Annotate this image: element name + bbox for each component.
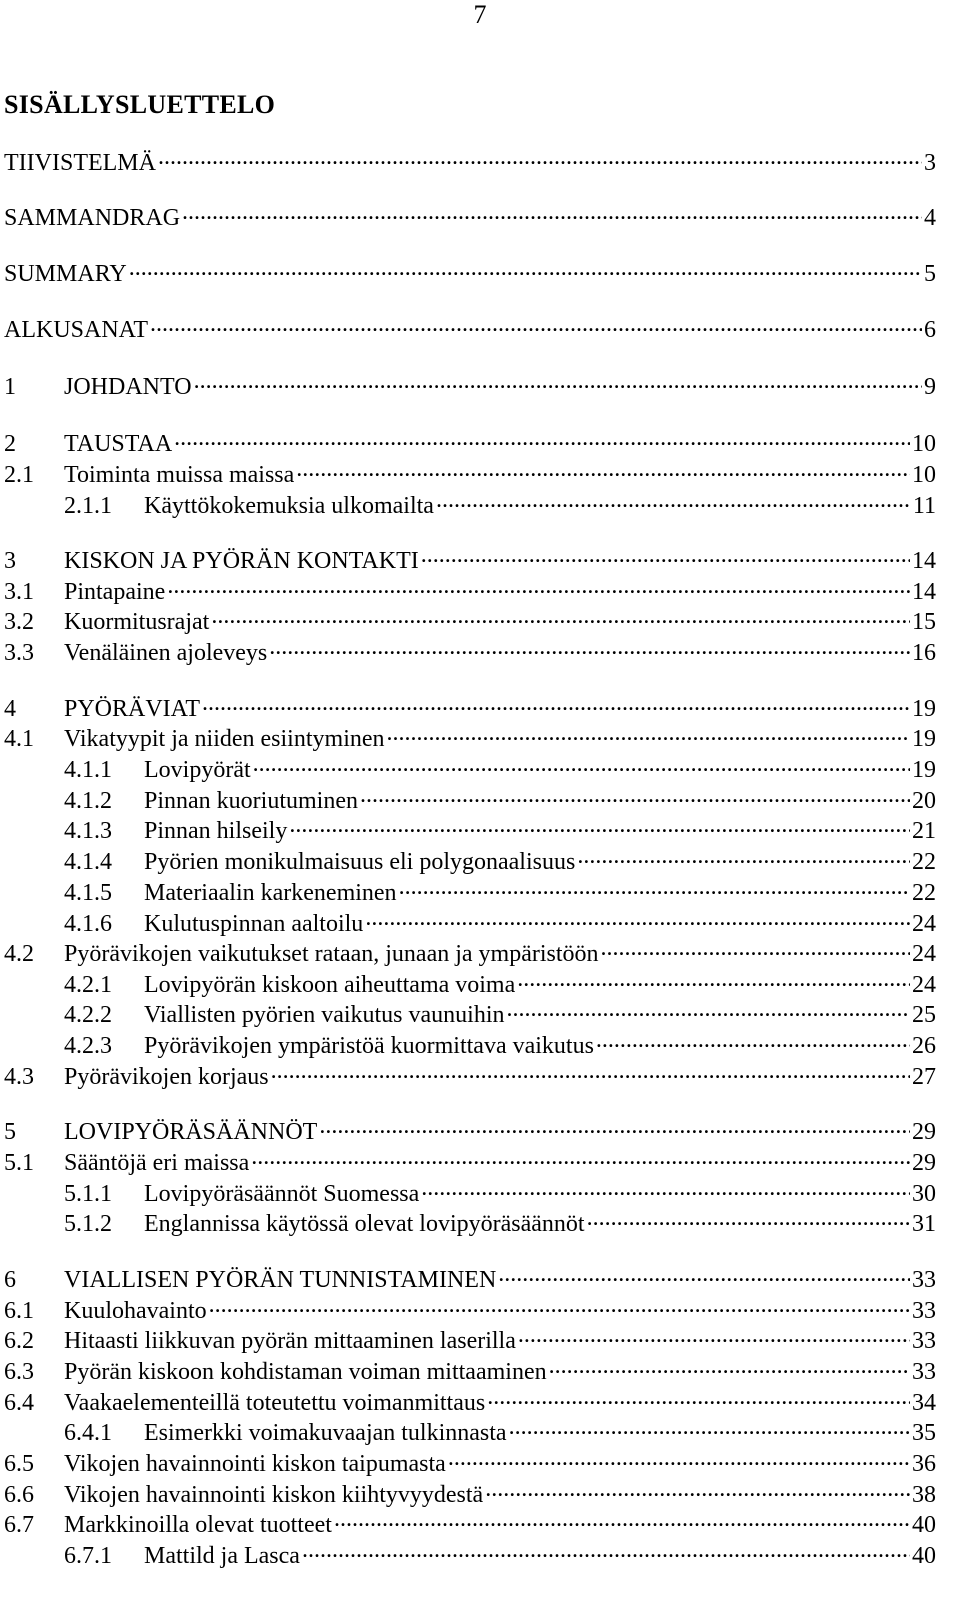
toc-entry-page: 3 bbox=[924, 150, 936, 176]
toc-entry-title: Käyttökokemuksia ulkomailta bbox=[144, 493, 434, 519]
toc-entry-number: 4.1.2 bbox=[64, 788, 112, 814]
toc-entry-page: 33 bbox=[912, 1359, 936, 1385]
toc-entry-number: 6.7 bbox=[4, 1512, 34, 1538]
toc-entry[interactable] bbox=[4, 1447, 936, 1479]
toc-entry-page: 6 bbox=[924, 317, 936, 343]
toc-entry-number: 6.2 bbox=[4, 1328, 34, 1354]
dot-leader bbox=[150, 313, 922, 337]
toc-entry[interactable] bbox=[4, 201, 936, 233]
toc-entry-number: 4.2.2 bbox=[64, 1002, 112, 1028]
toc-entry[interactable] bbox=[64, 876, 936, 908]
dot-leader bbox=[387, 722, 910, 746]
dot-leader bbox=[289, 814, 910, 838]
dot-leader bbox=[182, 201, 922, 225]
toc-entry-page: 9 bbox=[924, 374, 936, 400]
toc-entry-title: VIALLISEN PYÖRÄN TUNNISTAMINEN bbox=[64, 1267, 497, 1293]
toc-entry-number: 4.1.4 bbox=[64, 849, 112, 875]
toc-entry-title: Vikojen havainnointi kiskon taipumasta bbox=[64, 1451, 446, 1477]
toc-entry[interactable] bbox=[4, 146, 936, 178]
toc-entry-title: Lovipyörän kiskoon aiheuttama voima bbox=[144, 972, 516, 998]
dot-leader bbox=[194, 370, 922, 394]
dot-leader bbox=[485, 1478, 910, 1502]
toc-entry-number: 5.1.2 bbox=[64, 1211, 112, 1237]
dot-leader bbox=[319, 1115, 910, 1139]
toc-entry[interactable] bbox=[64, 1416, 936, 1448]
toc-entry[interactable] bbox=[4, 1478, 936, 1510]
toc-entry[interactable] bbox=[64, 998, 936, 1030]
toc-entry[interactable] bbox=[4, 1263, 936, 1295]
page-number: 7 bbox=[473, 0, 487, 29]
toc-entry-number: 3.2 bbox=[4, 609, 34, 635]
toc-entry[interactable] bbox=[64, 489, 936, 521]
toc-entry[interactable] bbox=[64, 1177, 936, 1209]
toc-entry[interactable] bbox=[64, 1539, 936, 1571]
dot-leader bbox=[596, 1029, 910, 1053]
toc-entry[interactable] bbox=[4, 636, 936, 668]
toc-entry[interactable] bbox=[4, 370, 936, 402]
toc-entry-number: 6.3 bbox=[4, 1359, 34, 1385]
toc-entry-page: 21 bbox=[912, 818, 936, 844]
toc-entry-page: 27 bbox=[912, 1064, 936, 1090]
toc-entry-number: 6.7.1 bbox=[64, 1543, 112, 1569]
toc-entry[interactable] bbox=[64, 1207, 936, 1239]
toc-entry-page: 29 bbox=[912, 1119, 936, 1145]
dot-leader bbox=[498, 1263, 910, 1287]
toc-entry-number: 4.1.6 bbox=[64, 911, 112, 937]
toc-entry[interactable] bbox=[4, 1508, 936, 1540]
dot-leader bbox=[399, 876, 910, 900]
dot-leader bbox=[487, 1386, 910, 1410]
toc-entry-page: 24 bbox=[912, 972, 936, 998]
toc-entry-page: 15 bbox=[912, 609, 936, 635]
toc-entry-number: 6.6 bbox=[4, 1482, 34, 1508]
toc-entry-title: Vaakaelementeillä toteutettu voimanmittaus bbox=[64, 1390, 486, 1416]
toc-entry-page: 31 bbox=[912, 1211, 936, 1237]
toc-entry-title: Pintapaine bbox=[64, 579, 166, 605]
toc-entry[interactable] bbox=[64, 753, 936, 785]
toc-entry[interactable] bbox=[64, 814, 936, 846]
dot-leader bbox=[601, 937, 910, 961]
toc-entry-title: Pinnan hilseily bbox=[144, 818, 288, 844]
toc-entry-number: 4.2 bbox=[4, 941, 34, 967]
toc-entry-number: 5.1 bbox=[4, 1150, 34, 1176]
toc-entry-title: Pinnan kuoriutuminen bbox=[144, 788, 358, 814]
toc-entry-title: TAUSTAA bbox=[64, 431, 173, 457]
dot-leader bbox=[448, 1447, 910, 1471]
dot-leader bbox=[167, 575, 910, 599]
toc-entry-title: ALKUSANAT bbox=[4, 317, 148, 343]
toc-entry-title: Mattild ja Lasca bbox=[144, 1543, 300, 1569]
dot-leader bbox=[174, 427, 910, 451]
dot-leader bbox=[202, 692, 910, 716]
toc-entry-title: Toiminta muissa maissa bbox=[64, 462, 295, 488]
toc-entry-title: Kuulohavainto bbox=[64, 1298, 207, 1324]
toc-entry-title: Markkinoilla olevat tuotteet bbox=[64, 1512, 332, 1538]
toc-entry-page: 11 bbox=[912, 493, 936, 519]
toc-entry-title: Pyörien monikulmaisuus eli polygonaalisuus bbox=[144, 849, 576, 875]
dot-leader bbox=[365, 907, 910, 931]
toc-entry[interactable] bbox=[4, 937, 936, 969]
toc-entry-page: 19 bbox=[912, 757, 936, 783]
toc-entry[interactable] bbox=[4, 605, 936, 637]
toc-entry-page: 5 bbox=[924, 261, 936, 287]
toc-entry-page: 35 bbox=[912, 1420, 936, 1446]
toc-entry-number: 4.3 bbox=[4, 1064, 34, 1090]
toc-entry-page: 40 bbox=[912, 1543, 936, 1569]
toc-entry[interactable] bbox=[4, 575, 936, 607]
toc-entry-number: 5 bbox=[4, 1119, 16, 1145]
dot-leader bbox=[518, 1324, 910, 1348]
toc-entry-title: SUMMARY bbox=[4, 261, 127, 287]
toc-entry-number: 6.1 bbox=[4, 1298, 34, 1324]
toc-entry-number: 2 bbox=[4, 431, 16, 457]
toc-entry[interactable] bbox=[4, 1060, 936, 1092]
toc-entry[interactable] bbox=[4, 544, 936, 576]
toc-entry-page: 24 bbox=[912, 911, 936, 937]
toc-entry[interactable] bbox=[64, 968, 936, 1000]
toc-entry-page: 26 bbox=[912, 1033, 936, 1059]
toc-entry-number: 6.4.1 bbox=[64, 1420, 112, 1446]
dot-leader bbox=[158, 146, 922, 170]
dot-leader bbox=[507, 998, 910, 1022]
toc-entry-number: 5.1.1 bbox=[64, 1181, 112, 1207]
toc-entry-page: 24 bbox=[912, 941, 936, 967]
dot-leader bbox=[269, 636, 910, 660]
toc-entry-title: SAMMANDRAG bbox=[4, 205, 181, 231]
toc-entry[interactable] bbox=[64, 845, 936, 877]
toc-entry-number: 4.1.5 bbox=[64, 880, 112, 906]
toc-entry-title: PYÖRÄVIAT bbox=[64, 696, 201, 722]
toc-entry-page: 20 bbox=[912, 788, 936, 814]
toc-entry-title: Sääntöjä eri maissa bbox=[64, 1150, 250, 1176]
toc-entry[interactable] bbox=[4, 1386, 936, 1418]
toc-entry-title: Lovipyörät bbox=[144, 757, 251, 783]
toc-entry-title: Pyörävikojen ympäristöä kuormittava vaikutus bbox=[144, 1033, 594, 1059]
toc-entry-number: 4 bbox=[4, 696, 16, 722]
dot-leader bbox=[302, 1539, 910, 1563]
toc-entry[interactable] bbox=[4, 427, 936, 459]
toc-entry-page: 36 bbox=[912, 1451, 936, 1477]
toc-entry[interactable] bbox=[4, 458, 936, 490]
toc-entry[interactable] bbox=[4, 257, 936, 289]
toc-entry-number: 2.1 bbox=[4, 462, 34, 488]
dot-leader bbox=[251, 1146, 910, 1170]
toc-entry[interactable] bbox=[64, 784, 936, 816]
toc-entry-title: TIIVISTELMÄ bbox=[4, 150, 156, 176]
dot-leader bbox=[421, 544, 910, 568]
toc-entry-page: 22 bbox=[912, 849, 936, 875]
toc-entry-title: Englannissa käytössä olevat lovipyöräsäännöt bbox=[144, 1211, 585, 1237]
toc-entry[interactable] bbox=[4, 1294, 936, 1326]
toc-entry-title: Materiaalin karkeneminen bbox=[144, 880, 397, 906]
dot-leader bbox=[517, 968, 910, 992]
toc-entry-page: 4 bbox=[924, 205, 936, 231]
dot-leader bbox=[436, 489, 911, 513]
toc-entry-number: 3.1 bbox=[4, 579, 34, 605]
toc-entry-title: Hitaasti liikkuvan pyörän mittaaminen laserilla bbox=[64, 1328, 516, 1354]
toc-entry-page: 16 bbox=[912, 640, 936, 666]
dot-leader bbox=[577, 845, 910, 869]
toc-entry-page: 25 bbox=[912, 1002, 936, 1028]
toc-entry-page: 30 bbox=[912, 1181, 936, 1207]
dot-leader bbox=[296, 458, 910, 482]
toc-entry-page: 10 bbox=[912, 462, 936, 488]
toc-entry[interactable] bbox=[4, 1146, 936, 1178]
toc-entry-page: 40 bbox=[912, 1512, 936, 1538]
toc-entry-page: 14 bbox=[912, 579, 936, 605]
toc-entry-number: 6.4 bbox=[4, 1390, 34, 1416]
toc-entry-title: LOVIPYÖRÄSÄÄNNÖT bbox=[64, 1119, 318, 1145]
toc-entry[interactable] bbox=[4, 1324, 936, 1356]
dot-leader bbox=[209, 1294, 910, 1318]
toc-entry[interactable] bbox=[4, 1115, 936, 1147]
dot-leader bbox=[211, 605, 910, 629]
toc-entry-title: Vikatyypit ja niiden esiintyminen bbox=[64, 726, 385, 752]
toc-entry-page: 22 bbox=[912, 880, 936, 906]
toc-entry-number: 3 bbox=[4, 548, 16, 574]
dot-leader bbox=[549, 1355, 910, 1379]
toc-entry-title: Venäläinen ajoleveys bbox=[64, 640, 268, 666]
dot-leader bbox=[253, 753, 910, 777]
toc-entry-number: 4.1.3 bbox=[64, 818, 112, 844]
toc-entry-title: Esimerkki voimakuvaajan tulkinnasta bbox=[144, 1420, 507, 1446]
toc-entry-page: 34 bbox=[912, 1390, 936, 1416]
toc-entry-page: 33 bbox=[912, 1267, 936, 1293]
toc-entry-number: 6 bbox=[4, 1267, 16, 1293]
toc-entry-number: 4.2.1 bbox=[64, 972, 112, 998]
toc-entry[interactable] bbox=[4, 692, 936, 724]
toc-entry-number: 1 bbox=[4, 374, 16, 400]
toc-entry-number: 2.1.1 bbox=[64, 493, 112, 519]
toc-entry-page: 10 bbox=[912, 431, 936, 457]
toc-entry-title: Viallisten pyörien vaikutus vaunuihin bbox=[144, 1002, 505, 1028]
toc-entry[interactable] bbox=[4, 1355, 936, 1387]
toc-entry[interactable] bbox=[4, 313, 936, 345]
toc-entry[interactable] bbox=[4, 722, 936, 754]
toc-entry-page: 29 bbox=[912, 1150, 936, 1176]
toc-entry-number: 4.2.3 bbox=[64, 1033, 112, 1059]
toc-entry-title: Kulutuspinnan aaltoilu bbox=[144, 911, 364, 937]
toc-entry-title: Pyörän kiskoon kohdistaman voiman mittaaminen bbox=[64, 1359, 547, 1385]
toc-entry-page: 33 bbox=[912, 1328, 936, 1354]
toc-entry-page: 38 bbox=[912, 1482, 936, 1508]
dot-leader bbox=[587, 1207, 910, 1231]
toc-entry-page: 19 bbox=[912, 726, 936, 752]
dot-leader bbox=[271, 1060, 910, 1084]
toc-entry-title: JOHDANTO bbox=[64, 374, 192, 400]
toc-entry-title: Kuormitusrajat bbox=[64, 609, 210, 635]
toc-entry[interactable] bbox=[64, 907, 936, 939]
toc-heading: SISÄLLYSLUETTELO bbox=[4, 90, 276, 119]
toc-entry-page: 14 bbox=[912, 548, 936, 574]
dot-leader bbox=[129, 257, 922, 281]
toc-entry-title: Lovipyöräsäännöt Suomessa bbox=[144, 1181, 420, 1207]
dot-leader bbox=[334, 1508, 910, 1532]
toc-entry-page: 19 bbox=[912, 696, 936, 722]
toc-entry-title: Vikojen havainnointi kiskon kiihtyvyydestä bbox=[64, 1482, 484, 1508]
dot-leader bbox=[509, 1416, 910, 1440]
dot-leader bbox=[360, 784, 910, 808]
dot-leader bbox=[421, 1177, 910, 1201]
toc-entry-title: Pyörävikojen vaikutukset rataan, junaan ja ympäristöön bbox=[64, 941, 599, 967]
toc-entry-page: 33 bbox=[912, 1298, 936, 1324]
toc-entry-number: 4.1.1 bbox=[64, 757, 112, 783]
toc-entry-title: Pyörävikojen korjaus bbox=[64, 1064, 269, 1090]
toc-entry[interactable] bbox=[64, 1029, 936, 1061]
toc-entry-title: KISKON JA PYÖRÄN KONTAKTI bbox=[64, 548, 419, 574]
toc-entry-number: 6.5 bbox=[4, 1451, 34, 1477]
toc-entry-number: 4.1 bbox=[4, 726, 34, 752]
toc-entry-number: 3.3 bbox=[4, 640, 34, 666]
